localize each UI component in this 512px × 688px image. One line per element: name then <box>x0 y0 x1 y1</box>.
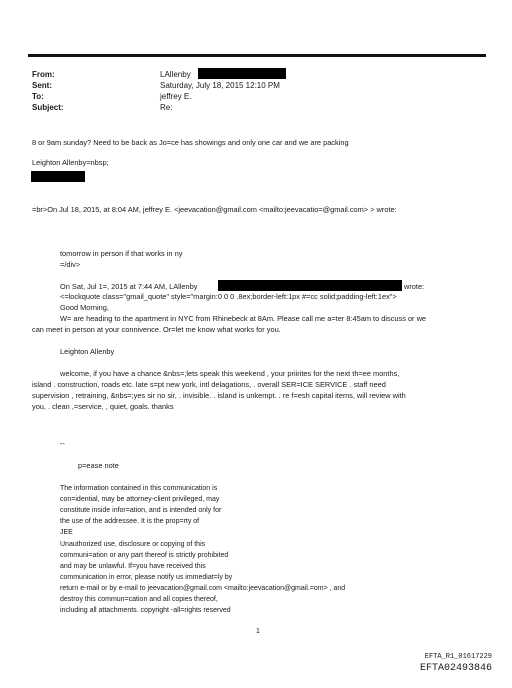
on-sat-prefix: On Sat, Jul 1=, 2015 at 7:44 AM, LAllenby <box>60 282 198 291</box>
para2-line1: welcome, if you have a chance &nbs=;lets speak this weekend , your priirites for the next th=ee months, <box>60 369 400 378</box>
from-value: LAllenby <box>160 70 191 79</box>
redaction-signature <box>31 171 85 182</box>
para1-line2: can meet in person at your connivence. Or=let me know what works for you. <box>32 325 281 334</box>
disclaimer-line-4: the use of the addressee. It is the prop=rty of <box>60 518 200 525</box>
disclaimer-line-3: constitute inside infor=ation, and is intended only for <box>60 507 222 514</box>
signature-line: Leighton Allenby=nbsp; <box>32 158 109 167</box>
disclaimer-line-10: return e-mail or by e-mail to jeevacation@gmail.com <mailto:jeevacation@gmail.=om> , and <box>60 585 346 592</box>
redaction-from <box>198 68 286 79</box>
on-sat-suffix: wrote: <box>404 282 425 291</box>
para2-line4: you, . clean ,=service, , quiet, goals. thanks <box>32 402 174 411</box>
quote-intro: =br>On Jul 18, 2015, at 8:04 AM, jeffrey E. <jeevacation@gmail.com <mailto:jeevacatio=@gmail.com> > wrote: <box>32 205 397 214</box>
please-note: p=ease note <box>78 461 119 470</box>
to-label: To: <box>32 92 44 101</box>
disclaimer-line-11: destroy this commun=cation and all copies thereof, <box>60 596 218 603</box>
disclaimer-line-1: The information contained in this communication is <box>60 485 218 492</box>
footer-id-large: EFTA02493846 <box>419 663 492 674</box>
disclaimer-line-6: Unauthorized use, disclosure or copying of this <box>60 541 206 548</box>
disclaimer-line-2: con=idential, may be attorney-client privileged, may <box>60 496 220 503</box>
body-line-1: 8 or 9am sunday? Need to be back as Jo=ce has showings and only one car and we are packing <box>32 138 349 147</box>
dashes: -- <box>60 439 65 448</box>
para1-line1: W= are heading to the apartment in NYC from Rhinebeck at 8Am. Please call me a=ter 8:45am to discuss or we <box>60 314 427 323</box>
redaction-on-sat <box>218 280 402 291</box>
subject-label: Subject: <box>32 103 64 112</box>
sent-value: Saturday, July 18, 2015 12:10 PM <box>160 81 280 90</box>
disclaimer-line-5: JEE <box>60 529 73 536</box>
page-number: 1 <box>256 628 260 635</box>
disclaimer-line-9: communication in error, please notify us immediat=ly by <box>60 574 233 581</box>
name-line: Leighton Allenby <box>60 347 115 356</box>
sent-label: Sent: <box>32 81 52 90</box>
disclaimer-line-8: and may be unlawful. If=you have received this <box>60 563 206 570</box>
para2-line3: supervision , retraining, &nbs=;yes sir no sir, . invisible. . island is unkempt. . re f=esh capital items, will review with <box>32 391 406 400</box>
good-morning: Good Morning, <box>60 303 109 312</box>
footer-id-small: EFTA_R1_01617229 <box>424 653 492 661</box>
tomorrow-line: tomorrow in person if that works in ny <box>60 249 183 258</box>
para2-line2: island . construction, roads etc. late s=pt new york, intl delagations, . overall SER=ICE SERVICE . staff need <box>32 380 386 389</box>
to-value: jeffrey E. <box>160 92 192 101</box>
header-rule <box>28 54 486 57</box>
subject-value: Re: <box>160 103 173 112</box>
from-label: From: <box>32 70 55 79</box>
disclaimer-line-12: including all attachments. copyright -all=rights reserved <box>60 607 231 614</box>
blockquote-line: <=lockquote class="gmail_quote" style="margin:0 0 0 .8ex;border-left:1px #=cc solid;padding-left:1ex"> <box>60 292 397 301</box>
div-close-line: =/div> <box>60 260 81 269</box>
disclaimer-line-7: communi=ation or any part thereof is strictly prohibited <box>60 552 229 559</box>
